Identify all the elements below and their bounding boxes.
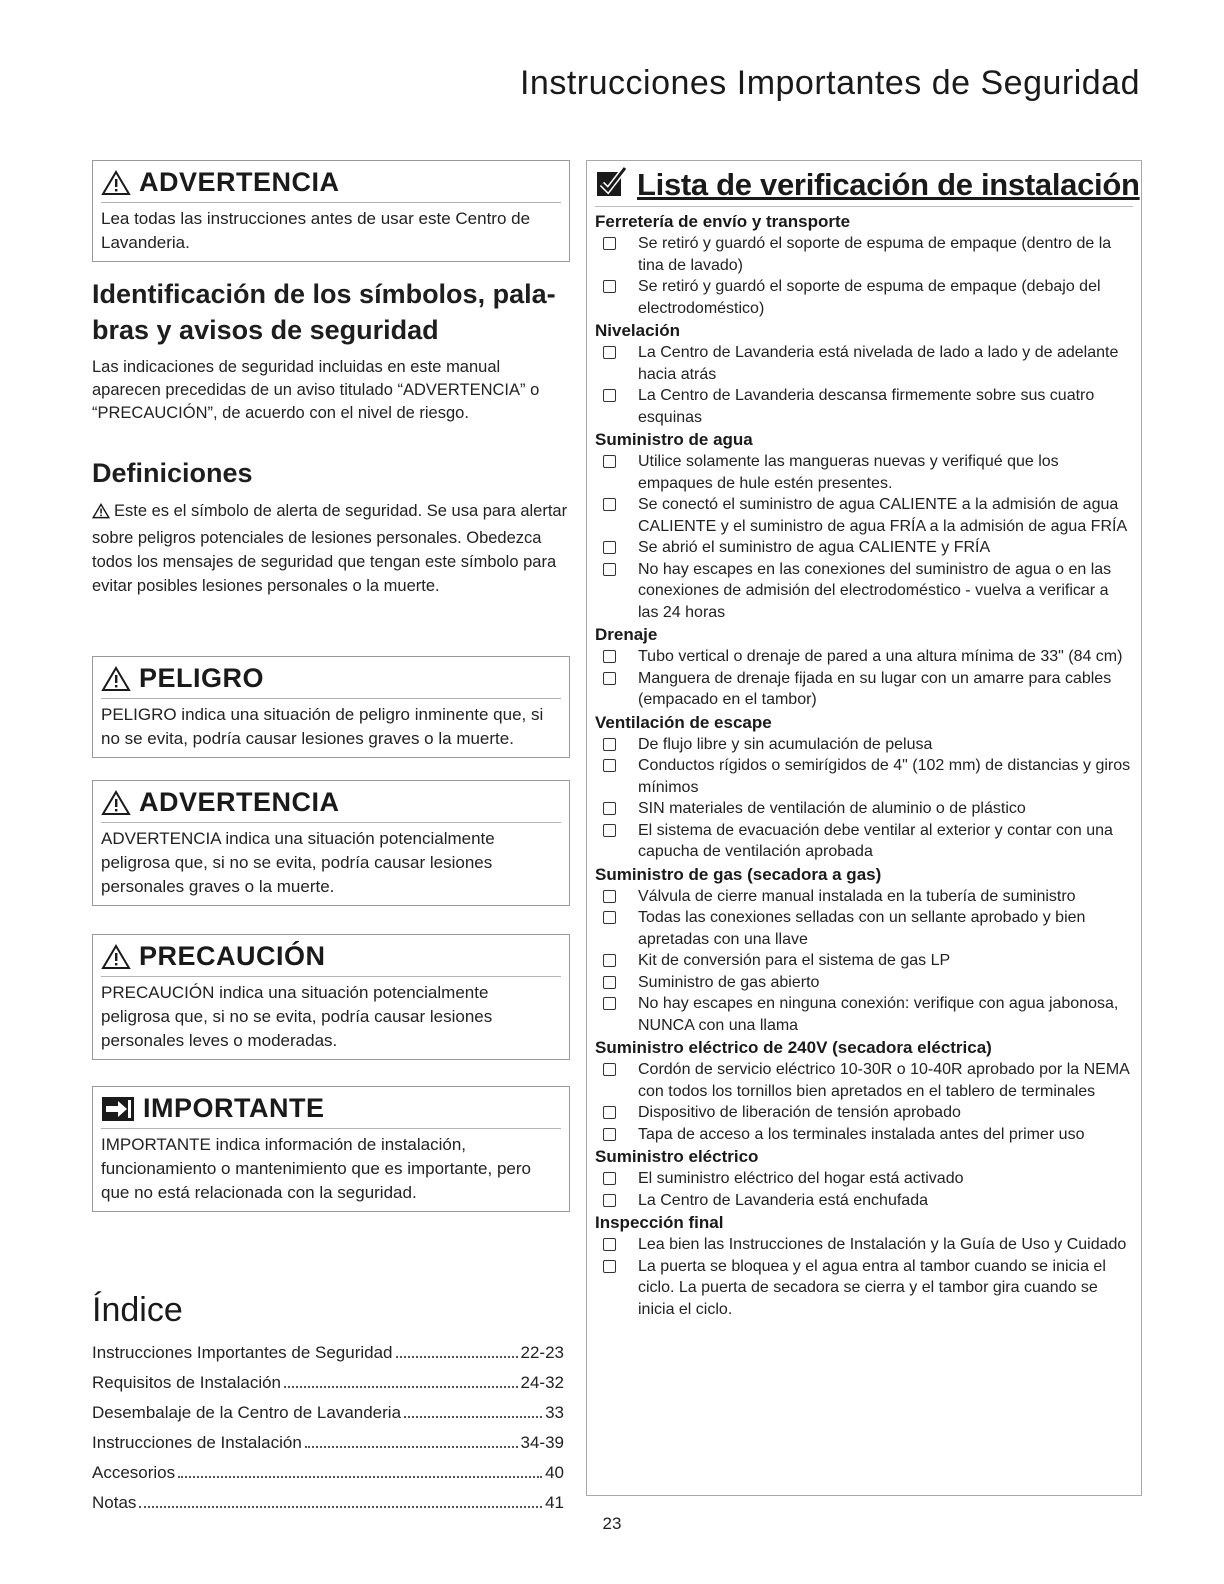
checkbox-icon (603, 389, 616, 402)
checklist-item-text: Manguera de drenaje fijada en su lugar con un amarre para cables (empacado en el tambor) (638, 669, 1112, 708)
checklist-item-text: Suministro de gas abierto (638, 973, 820, 991)
checklist-item-text: El suministro eléctrico del hogar está activado (638, 1170, 964, 1187)
checklist-item (595, 993, 1133, 1036)
index-entry-pages: 33 (545, 1403, 564, 1422)
checkbox-icon (603, 672, 616, 685)
checklist-item (595, 907, 1133, 950)
checklist-item (595, 1190, 1133, 1212)
left-column (92, 160, 570, 1518)
installation-checklist (586, 160, 1142, 1496)
checklist-item (595, 1124, 1133, 1146)
index-entry-pages: 22-23 (520, 1343, 564, 1362)
checklist-section (595, 1037, 1133, 1145)
checklist-item-text: Conductos rígidos o semirígidos de 4" (102 mm) de distancias y giros mínimos (638, 757, 1131, 796)
index-entry-pages: 40 (545, 1463, 564, 1482)
checklist-item (595, 1234, 1133, 1256)
checklist-item-text: Todas las conexiones selladas con un sellante aprobado y bien apretadas con una llave (638, 909, 1086, 948)
checklist-section-title: Drenaje (595, 625, 658, 644)
definitions-title: Definiciones (92, 458, 253, 488)
checkbox-icon (603, 802, 616, 815)
warning-definition-text: ADVERTENCIA indica una situación potencialmente peligrosa que, si no se evita, podría causar lesiones personales graves o la muerte. (101, 829, 495, 896)
index-section (92, 1290, 570, 1518)
checklist-section (595, 712, 1133, 863)
index-entry-leader (404, 1415, 542, 1418)
symbols-section-text: Las indicaciones de seguridad incluidas en este manual aparecen precedidas de un aviso titulado “ADVERTENCIA” o “PRECAUCIÓN”, de acuerdo con el nivel de riesgo. (92, 358, 540, 422)
warning-box (92, 160, 570, 262)
checklist-item (595, 385, 1133, 428)
alert-triangle-icon (101, 170, 131, 196)
index-entry (92, 1368, 564, 1398)
checkbox-icon (603, 911, 616, 924)
checklist-item-text: La Centro de Lavanderia descansa firmemente sobre sus cuatro esquinas (638, 387, 1095, 426)
warning-box-label: ADVERTENCIA (139, 167, 340, 197)
index-entry-label: Accesorios (92, 1463, 176, 1482)
checklist-item-text: Cordón de servicio eléctrico 10-30R o 10-40R aprobado por la NEMA con todos los tornillos bien apretados en el tablero de terminales (638, 1061, 1129, 1100)
important-box-text: IMPORTANTE indica información de instalación, funcionamiento o mantenimiento que es importante, pero que no está relacionada con la seguridad. (101, 1135, 531, 1202)
caution-box-label: PRECAUCIÓN (139, 941, 326, 971)
checklist-sections (595, 211, 1133, 1320)
checkbox-icon (603, 346, 616, 359)
index-entry-pages: 34-39 (520, 1433, 564, 1452)
checkbox-icon (603, 455, 616, 468)
checklist-section-title: Suministro de gas (secadora a gas) (595, 864, 882, 884)
index-entry-leader (178, 1475, 542, 1478)
page-number: 23 (602, 1514, 622, 1533)
checkbox-icon (603, 1238, 616, 1251)
checkbox-icon (603, 738, 616, 751)
index-entry (92, 1428, 564, 1458)
index-entry-leader (305, 1445, 518, 1448)
checklist-item (595, 668, 1133, 711)
checklist-item (595, 820, 1133, 863)
checklist-title: Lista de verificación de instalación (637, 166, 1140, 202)
checklist-section (595, 1212, 1133, 1320)
alert-triangle-icon (92, 502, 110, 526)
alert-triangle-icon (101, 790, 131, 816)
caution-box (92, 934, 570, 1060)
checklist-item-text: SIN materiales de ventilación de aluminio o de plástico (638, 800, 1026, 817)
checkbox-icon (603, 237, 616, 250)
checklist-section (595, 864, 1133, 1037)
danger-box-text: PELIGRO indica una situación de peligro inminente que, si no se evita, podría causar lesiones graves o la muerte. (101, 705, 544, 748)
index-entry-label: Instrucciones de Instalación (92, 1433, 302, 1452)
checklist-section-title: Suministro eléctrico de 240V (secadora eléctrica) (595, 1038, 992, 1057)
checklist-item (595, 950, 1133, 972)
important-box (92, 1086, 570, 1212)
checklist-item (595, 1102, 1133, 1124)
index-entry-leader (396, 1355, 518, 1358)
alert-triangle-icon (101, 666, 131, 692)
checklist-item-text: Utilice solamente las mangueras nuevas y verifiqué que los empaques de hule estén presentes. (638, 453, 1059, 492)
checklist-item (595, 276, 1133, 319)
checklist-section-title: Nivelación (595, 321, 681, 340)
checklist-item (595, 1168, 1133, 1190)
definitions-text (92, 499, 570, 598)
checklist-item (595, 734, 1133, 756)
checklist-item-text: Válvula de cierre manual instalada en la tubería de suministro (638, 887, 1076, 905)
checkbox-icon (603, 1172, 616, 1185)
index-entry-leader (139, 1505, 542, 1508)
checklist-item (595, 886, 1133, 908)
danger-box (92, 656, 570, 758)
arrow-right-icon (101, 1096, 135, 1122)
checklist-item (595, 233, 1133, 276)
checklist-header (595, 165, 1140, 207)
index-title: Índice (92, 1291, 183, 1329)
checklist-section (595, 320, 1133, 428)
checkbox-icon (603, 563, 616, 576)
checklist-item (595, 1256, 1133, 1321)
index-entry-pages: 24-32 (520, 1373, 564, 1392)
checkbox-icon (603, 541, 616, 554)
index-entry-label: Instrucciones Importantes de Seguridad (92, 1343, 393, 1362)
index-entry (92, 1398, 564, 1428)
checklist-item (595, 494, 1133, 537)
checklist-item-text: De flujo libre y sin acumulación de pelusa (638, 735, 933, 753)
index-entry-label: Requisitos de Instalación (92, 1373, 282, 1392)
index-list (92, 1338, 570, 1518)
checklist-item-text: Se retiró y guardó el soporte de espuma de empaque (dentro de la tina de lavado) (638, 235, 1112, 274)
checklist-item-text: El sistema de evacuación debe ventilar al exterior y contar con una capucha de ventilación aprobada (638, 821, 1113, 860)
checklist-section (595, 1146, 1133, 1211)
checkbox-icon (603, 1260, 616, 1273)
symbols-title-line-2: bras y avisos de seguridad (92, 315, 439, 345)
checklist-item (595, 646, 1133, 668)
checkbox-icon (603, 1063, 616, 1076)
warning-definition-box (92, 780, 570, 906)
checklist-item-text: Tubo vertical o drenaje de pared a una altura mínima de 33" (84 cm) (638, 648, 1123, 665)
checklist-item-text: La puerta se bloquea y el agua entra al tambor cuando se inicia el ciclo. La puerta de secadora se cierra y el tambor gira cuando se inicia el ciclo. (638, 1257, 1106, 1318)
checklist-item-text: Dispositivo de liberación de tensión aprobado (638, 1104, 961, 1121)
checklist-section-title: Ferretería de envío y transporte (595, 212, 851, 231)
checklist-item (595, 755, 1133, 798)
important-box-title (101, 1091, 561, 1129)
checklist-section-title: Ventilación de escape (595, 712, 772, 732)
checkmark-box-icon (595, 165, 629, 204)
alert-triangle-icon (101, 944, 131, 970)
warning-box-text: Lea todas las instrucciones antes de usar este Centro de Lavanderia. (101, 209, 531, 252)
definitions-body: Este es el símbolo de alerta de seguridad. Se usa para alertar sobre peligros potenciales de lesiones personales. Obedezca todos los mensajes de seguridad que tengan este símbolo para evitar posibles lesiones personales o la muerte. (92, 502, 568, 595)
checkbox-icon (603, 1194, 616, 1207)
index-entry-label: Notas (92, 1493, 137, 1512)
symbols-title-line-1: Identificación de los símbolos, pala- (92, 279, 556, 309)
index-entry (92, 1338, 564, 1368)
index-entry (92, 1458, 564, 1488)
checkbox-icon (603, 954, 616, 967)
checklist-item-text: Se conectó el suministro de agua CALIENTE a la admisión de agua CALIENTE y el suministro de agua FRÍA a la admisión de agua FRÍA (638, 496, 1128, 535)
index-entry-leader (284, 1385, 518, 1388)
checkbox-icon (603, 1128, 616, 1141)
caution-box-text: PRECAUCIÓN indica una situación potencialmente peligrosa que, si no se evita, podría causar lesiones personales leves o moderadas. (101, 983, 493, 1050)
checklist-section (595, 211, 1133, 319)
checklist-item (595, 1059, 1133, 1102)
danger-box-label: PELIGRO (139, 663, 265, 693)
checklist-section-title: Suministro eléctrico (595, 1147, 759, 1166)
checkbox-icon (603, 1106, 616, 1119)
checkbox-icon (603, 759, 616, 772)
checkbox-icon (603, 498, 616, 511)
checklist-item-text: Se retiró y guardó el soporte de espuma de empaque (debajo del electrodoméstico) (638, 278, 1101, 317)
checkbox-icon (603, 280, 616, 293)
checklist-section (595, 429, 1133, 623)
checklist-item (595, 559, 1133, 624)
checklist-item-text: Kit de conversión para el sistema de gas LP (638, 952, 951, 969)
checklist-section-title: Suministro de agua (595, 430, 753, 449)
checklist-item-text: Lea bien las Instrucciones de Instalación y la Guía de Uso y Cuidado (638, 1236, 1127, 1253)
checklist-item-text: Se abrió el suministro de agua CALIENTE y FRÍA (638, 539, 991, 556)
checkbox-icon (603, 976, 616, 989)
symbols-section-title (92, 276, 570, 348)
checklist-item (595, 451, 1133, 494)
checkbox-icon (603, 890, 616, 903)
checkbox-icon (603, 997, 616, 1010)
important-box-label: IMPORTANTE (143, 1093, 325, 1123)
checklist-item (595, 342, 1133, 385)
checkbox-icon (603, 824, 616, 837)
warning-definition-label: ADVERTENCIA (139, 787, 340, 817)
checklist-item-text: No hay escapes en ninguna conexión: verifique con agua jabonosa, NUNCA con una llama (638, 995, 1119, 1034)
warning-box-title (101, 165, 561, 203)
checklist-item (595, 972, 1133, 994)
danger-box-title (101, 661, 561, 699)
index-entry-pages: 41 (545, 1493, 564, 1512)
checklist-item-text: Tapa de acceso a los terminales instalada antes del primer uso (638, 1125, 1085, 1143)
checklist-item (595, 798, 1133, 820)
checklist-item-text: La Centro de Lavanderia está nivelada de lado a lado y de adelante hacia atrás (638, 344, 1119, 383)
checklist-item (595, 537, 1133, 559)
warning-definition-title (101, 785, 561, 823)
checklist-section (595, 624, 1133, 711)
page-title: Instrucciones Importantes de Seguridad (519, 64, 1140, 102)
caution-box-title (101, 939, 561, 977)
checklist-item-text: La Centro de Lavanderia está enchufada (638, 1191, 928, 1209)
index-entry-label: Desembalaje de la Centro de Lavanderia (92, 1403, 402, 1422)
checkbox-icon (603, 650, 616, 663)
checklist-section-title: Inspección final (595, 1213, 724, 1232)
checklist-item-text: No hay escapes en las conexiones del suministro de agua o en las conexiones de admisión del electrodoméstico - vuelva a verificar a las 24 horas (638, 560, 1112, 621)
